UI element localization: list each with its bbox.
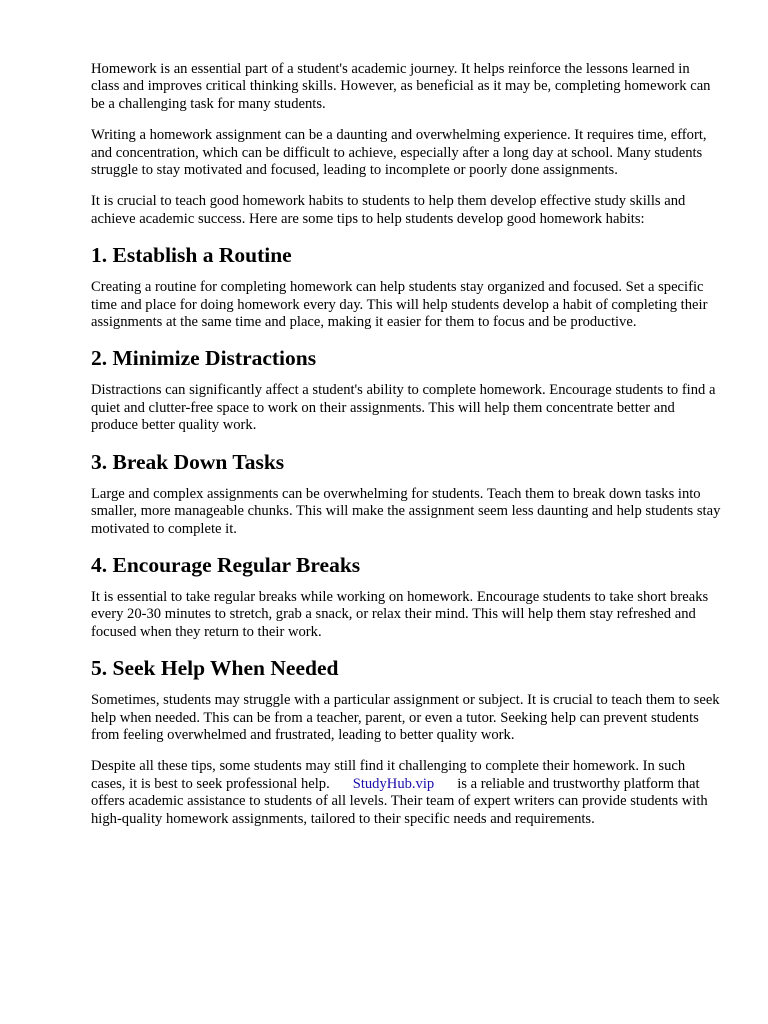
section-3-body: Large and complex assignments can be overwhelming for students. Teach them to break down tasks into smaller, more manageable chunks. This will make the assignment seem less daunting and help students stay motivated to complete it.: [91, 485, 721, 537]
section-1-body: Creating a routine for completing homework can help students stay organized and focused. Set a specific time and place for doing homework every day. This will help students develop a habit of completing their assignments at the same time and place, making it easier for them to focus and be productive.: [91, 279, 708, 331]
section-4-heading: 4. Encourage Regular Breaks: [91, 552, 361, 577]
section-4-body: It is essential to take regular breaks while working on homework. Encourage students to take short breaks every 20-30 minutes to stretch, grab a snack, or relax their mind. This will help them stay refreshed and focused when they return to their work.: [91, 588, 709, 640]
section-5-heading: 5. Seek Help When Needed: [91, 656, 339, 681]
section-2-heading: 2. Minimize Distractions: [91, 346, 317, 371]
closing-paragraph: [91, 758, 721, 828]
document-page: [91, 61, 721, 842]
closing-text-before-link: Despite all these tips, some students may still find it challenging to complete their homework. In such cases, it is best to seek professional help.: [91, 758, 686, 792]
section-3-heading: 3. Break Down Tasks: [91, 449, 285, 474]
intro-paragraph-1: Homework is an essential part of a student's academic journey. It helps reinforce the lessons learned in class and improves critical thinking skills. However, as beneficial as it may be, completing homework can be a challenging task for many students.: [91, 61, 711, 112]
studyhub-link[interactable]: StudyHub.vip: [352, 775, 435, 792]
section-1-heading: 1. Establish a Routine: [91, 243, 292, 268]
section-5-body: Sometimes, students may struggle with a particular assignment or subject. It is crucial to teach them to seek help when needed. This can be from a teacher, parent, or even a tutor. Seeking help can prevent students from feeling overwhelmed and frustrated, leading to better quality work.: [91, 692, 720, 743]
section-2-body: Distractions can significantly affect a student's ability to complete homework. Encourage students to find a quiet and clutter-free space to work on their assignments. This will help them concentrate better and produce better quality work.: [91, 382, 716, 434]
intro-paragraph-2: Writing a homework assignment can be a daunting and overwhelming experience. It requires time, effort, and concentration, which can be difficult to achieve, especially after a long day at school. Many students struggle to stay motivated and focused, leading to incomplete or poorly done assignments.: [91, 127, 707, 179]
intro-paragraph-3: It is crucial to teach good homework habits to students to help them develop effective study skills and achieve academic success. Here are some tips to help students develop good homework habits:: [91, 193, 686, 227]
closing-text-after-link: is a reliable and trustworthy platform that offers academic assistance to students of all levels. Their team of expert writers can provide students with high-quality homework assignments, tailored to their specific needs and requirements.: [91, 775, 708, 827]
